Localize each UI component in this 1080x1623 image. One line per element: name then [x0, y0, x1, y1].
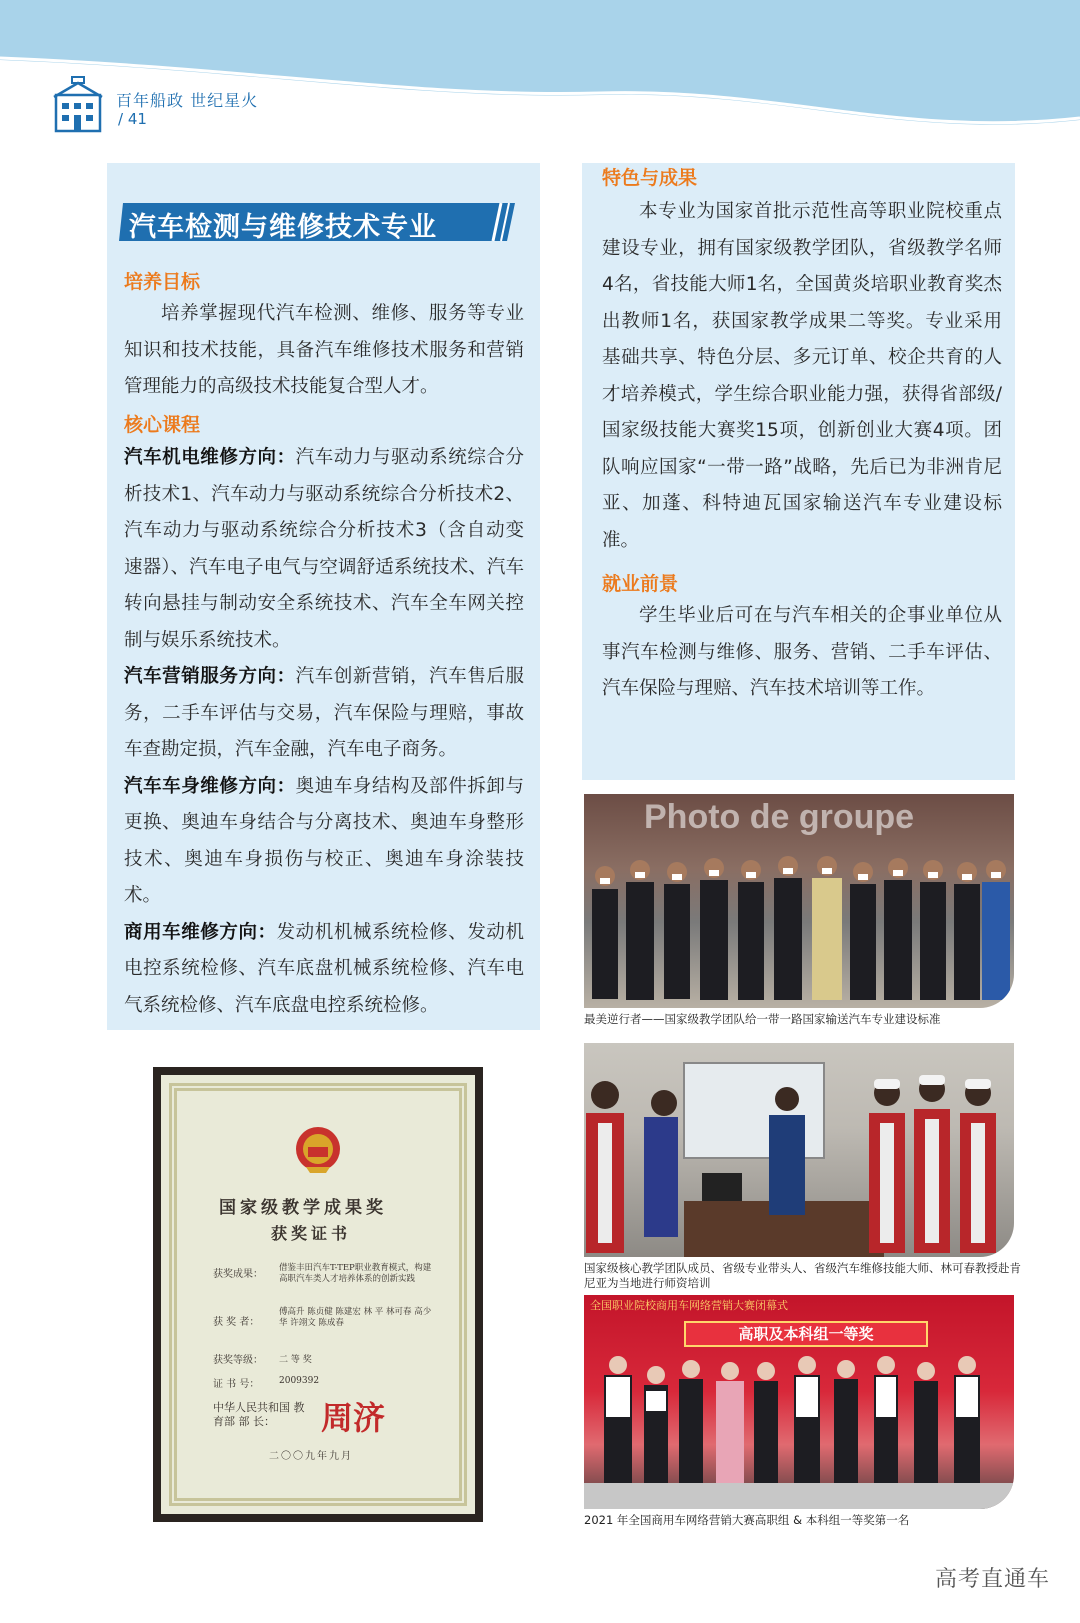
certificate-subtitle: 获奖证书: [271, 1224, 352, 1243]
course-item: [124, 915, 524, 1025]
course-item: [124, 659, 524, 769]
course-label: 汽车机电维修方向：: [124, 447, 296, 468]
course-list: [124, 440, 524, 1024]
course-text: 发动机机械系统检修、发动机电控系统检修、汽车底盘机械系统检修、汽车电气系统检修、汽车底盘电控系统检修。: [124, 921, 524, 1016]
employment-heading: 就业前景: [602, 573, 679, 595]
course-heading: 核心课程: [124, 414, 201, 436]
photo-caption-3: 2021 年全国商用车网络营销大赛高职组 & 本科组一等奖第一名: [584, 1513, 910, 1527]
certificate-paper: [161, 1075, 475, 1514]
photo-banner-top: 全国职业院校商用车网络营销大赛闭幕式: [590, 1299, 788, 1312]
course-label: 商用车维修方向：: [124, 921, 277, 943]
course-item: [124, 440, 524, 659]
competition-award-photo: [584, 1295, 1014, 1509]
feature-text: 本专业为国家首批示范性高等职业院校重点建设专业，拥有国家级教学团队，省级教学名师4名，省技能大师1名，全国黄炎培职业教育奖杰出教师1名，获国家教学成果二等奖。专业采用基础共享、特色分层、多元订单、校企共育的人才培养模式，学生综合职业能力强，获得省部级/国家级技能大赛奖15项，创新创业大赛4项。团队响应国家“一带一路”战略，先后已为非洲肯尼亚、加蓬、科特迪瓦国家输送汽车专业建设标准。: [602, 201, 1002, 551]
course-text: 汽车创新营销，汽车售后服务，二手车评估与交易，汽车保险与理赔，事故车查勘定损，汽车金融，汽车电子商务。: [124, 666, 524, 760]
photo-caption-1: 最美逆行者——国家级教学团队给一带一路国家输送汽车专业建设标准: [584, 1012, 941, 1026]
goal-text: 培养掌握现代汽车检测、维修、服务等专业知识和技术技能，具备汽车维修技术服务和营销管理能力的高级技术技能复合型人才。: [124, 303, 524, 397]
national-emblem-icon: [292, 1125, 344, 1175]
photo-caption-2: 国家级核心教学团队成员、省级专业带头人、省级汽车维修技能大师、林可春教授赴肯尼亚为当地进行师资培训: [584, 1261, 1021, 1290]
employment-text-block: [602, 598, 1002, 708]
course-label: 汽车车身维修方向：: [124, 775, 296, 797]
goal-text-block: [124, 296, 524, 406]
course-text: 奥迪车身结构及部件拆卸与更换、奥迪车身结合与分离技术、奥迪车身整形技术、奥迪车身损伤与校正、奥迪车身涂装技术。: [124, 775, 524, 906]
certificate-label: 获 奖 者：: [213, 1317, 260, 1328]
certificate-label: 获奖等级：: [213, 1355, 263, 1366]
feature-text-block: [602, 194, 1002, 559]
header-wave: [0, 0, 1080, 150]
feature-heading: 特色与成果: [602, 167, 698, 189]
photo-overlay-text: Photo de groupe: [644, 798, 915, 836]
group-photo-africa: [584, 794, 1014, 1008]
employment-text: 学生毕业后可在与汽车相关的企事业单位从事汽车检测与维修、服务、营销、二手车评估、汽车保险与理赔、汽车技术培训等工作。: [602, 605, 1002, 699]
photo-banner-main: 高职及本科组一等奖: [684, 1321, 928, 1347]
certificate-label: 证 书 号：: [213, 1379, 260, 1390]
certificate-value: 2009392: [279, 1376, 320, 1386]
school-building-icon: [52, 75, 104, 135]
course-item: [124, 769, 524, 915]
goal-heading: 培养目标: [124, 271, 201, 293]
certificate-issuer: 中华人民共和国 教育部 部 长：: [213, 1401, 305, 1428]
certificate-title: 国家级教学成果奖: [219, 1198, 387, 1218]
major-title-banner: [119, 201, 519, 243]
certificate-value: 傅高升 陈贞健 陈建宏 林 平 林可春 高少华 许翊文 陈成春: [279, 1307, 432, 1328]
certificate-date: 二〇〇九年九月: [269, 1451, 353, 1462]
course-label: 汽车营销服务方向：: [124, 666, 296, 687]
watermark: 高考直通车: [934, 1567, 1050, 1592]
certificate-value: 二 等 奖: [279, 1355, 312, 1365]
page-number: / 41: [118, 110, 147, 128]
kenya-training-photo: [584, 1043, 1014, 1257]
certificate-label: 获奖成果：: [213, 1269, 263, 1280]
course-text: 汽车动力与驱动系统综合分析技术1、汽车动力与驱动系统综合分析技术2、汽车动力与驱动系统综合分析技术3（含自动变速器）、汽车电子电气与空调舒适系统技术、汽车转向悬挂与制动安全系统技术、汽车全车网关控制与娱乐系统技术。: [124, 447, 524, 651]
award-certificate: [153, 1067, 483, 1522]
major-title: 汽车检测与维修技术专业: [129, 212, 437, 243]
certificate-signature: 周济: [321, 1399, 386, 1437]
header-title: 百年船政 世纪星火: [116, 91, 259, 110]
certificate-value: 借鉴丰田汽车T-TEP职业教育模式，构建高职汽车类人才培养体系的创新实践: [279, 1263, 432, 1284]
